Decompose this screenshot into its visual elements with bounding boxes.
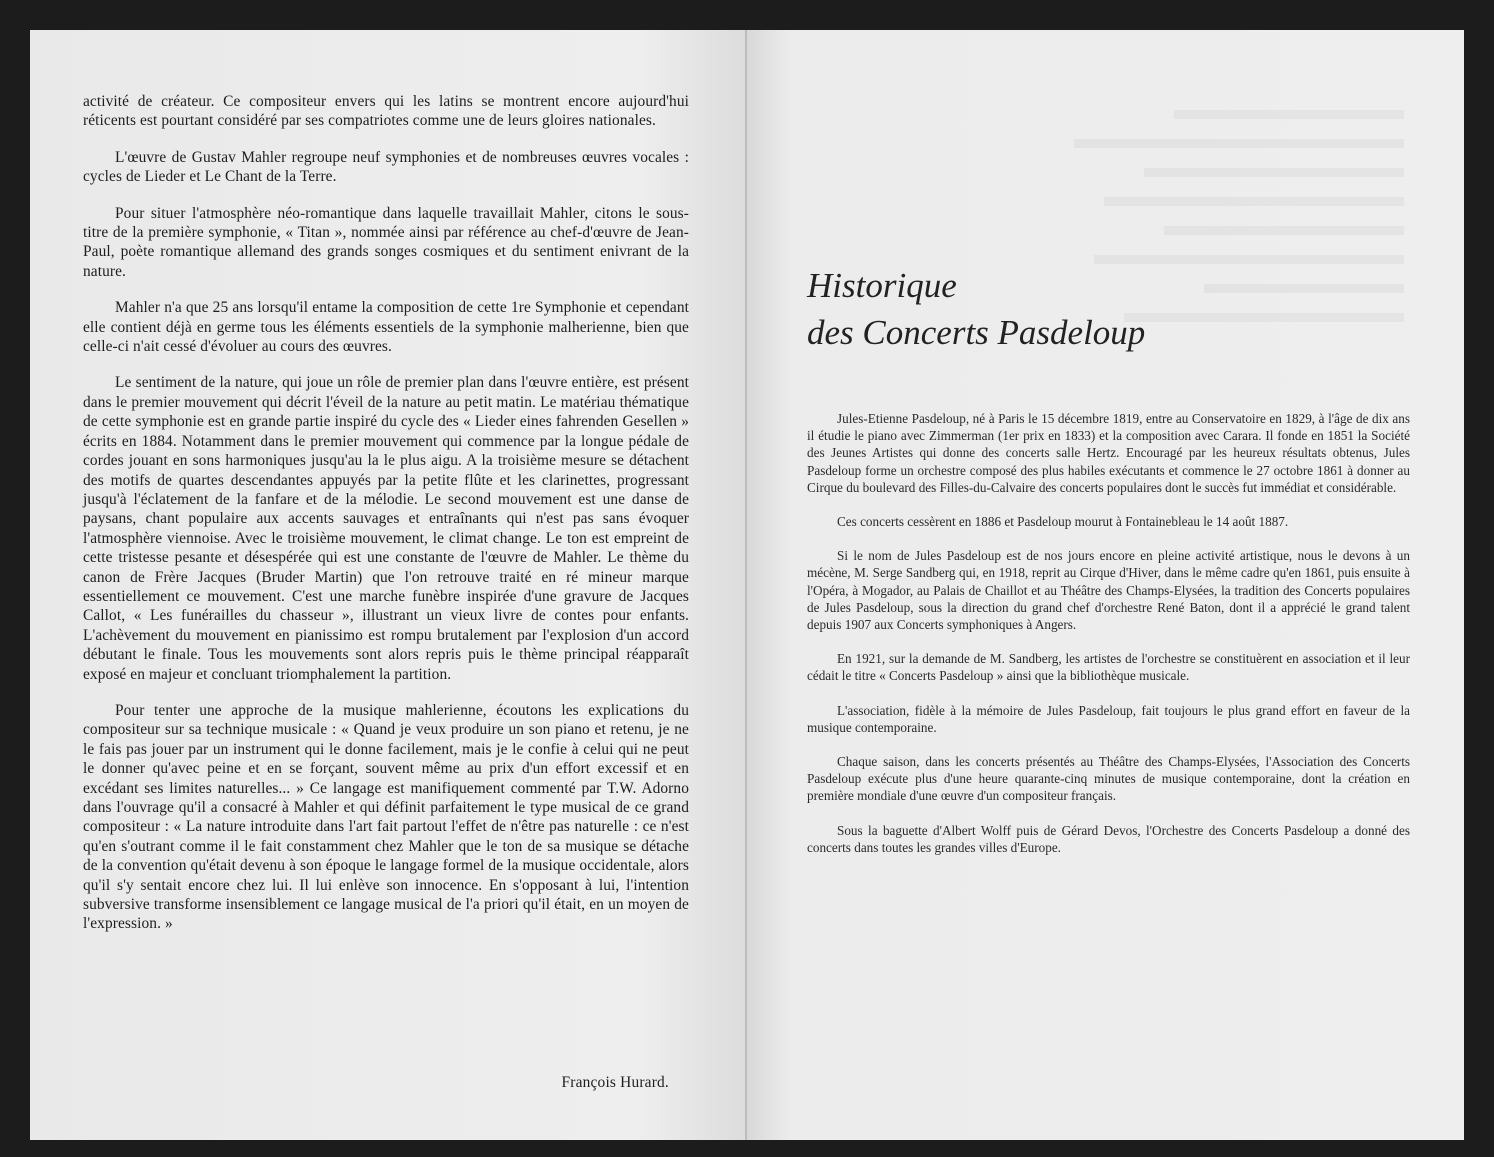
- left-paragraph: Pour tenter une approche de la musique mahlerienne, écoutons les explications du compositeur sur sa technique musicale : « Quand je veux produire un son piano et retenu, je ne le fais pas jouer par un instrument qui le donne facilement, mais je le confie à celui qui ne peut le donner qu'avec peine et en se forçant, souvent même au prix d'un effort excessif et en excédant ses limites naturelles... » Ce langage est manifiquement commenté par T.W. Adorno dans l'ouvrage qu'il a consacré à Mahler et qui définit parfaitement le type musical de ce grand compositeur : « La nature introduite dans l'art fait partout l'effet de n'être pas naturelle : ce n'est qu'en s'outrant comme il le fait constamment chez Mahler que le ton de sa musique se détache de la convention qu'était devenu à son époque le langage formel de la musique occidentale, alors qu'il s'y sentait encore chez lui. Il lui enlève son innocence. En s'opposant à lui, l'intention subversive transforme insensiblement ce langage musical de l'a priori qu'il était, en un moyen de l'expression. »: [83, 701, 689, 933]
- right-paragraph: L'association, fidèle à la mémoire de Jules Pasdeloup, fait toujours le plus grand effort en faveur de la musique contemporaine.: [807, 702, 1410, 735]
- left-paragraph: Pour situer l'atmosphère néo-romantique dans laquelle travaillait Mahler, citons le sous-titre de la première symphonie, « Titan », nommée ainsi par référence au chef-d'œuvre de Jean-Paul, poète romantique allemand des grands songes cosmiques et du sentiment enivrant de la nature.: [83, 204, 689, 280]
- right-paragraph: Chaque saison, dans les concerts présentés au Théâtre des Champs-Elysées, l'Association des Concerts Pasdeloup exécute plus d'une heure quarante-cinq minutes de musique contemporaine, dont la création en première mondiale d'une œuvre d'un compositeur français.: [807, 754, 1410, 804]
- author-signature: François Hurard.: [561, 1074, 669, 1091]
- right-paragraph: En 1921, sur la demande de M. Sandberg, les artistes de l'orchestre se constituèrent en association et il leur cédait le titre « Concerts Pasdeloup » ainsi que la bibliothèque musicale.: [807, 651, 1410, 684]
- title-line-1: Historique: [807, 266, 957, 305]
- right-page: [747, 30, 1464, 1140]
- page-title: [807, 262, 1145, 356]
- left-page-text: [83, 92, 689, 951]
- left-paragraph: Le sentiment de la nature, qui joue un rôle de premier plan dans l'œuvre entière, est présent dans le premier mouvement qui décrit l'éveil de la nature au petit matin. Le matériau thématique de cette symphonie est en grande partie inspiré du cycle des « Lieder eines fahrenden Gesellen » écrits en 1884. Notamment dans le premier mouvement qui commence par la longue pédale de cordes jouant en sons harmoniques jusqu'au la le plus aigu. A la troisième mesure se détachent des motifs de quartes descendantes appuyés par la petite flûte et les clarinettes, progressant jusqu'à l'éclatement de la fanfare et de la mélodie. Le second mouvement est une danse de paysans, chant populaire aux accents sauvages et entraînants qui n'est pas sans évoquer l'atmosphère viennoise. Avec le troisième mouvement, le climat change. Le ton est empreint de cette tristesse pesante et désespérée qui est une constante de l'œuvre de Mahler. Le thème du canon de Frère Jacques (Bruder Martin) que l'on retrouve traité en ré mineur marque essentiellement ce mouvement. C'est une marche funèbre inspirée d'une gravure de Jacques Callot, « Les funérailles du chasseur », illustrant un vieux livre de contes pour enfants. L'achèvement du mouvement en pianissimo est rompu brutalement par l'explosion d'un accord débutant le finale. Tous les mouvements sont alors repris puis le thème principal réapparaît exposé en majeur et concluant triomphalement la partition.: [83, 374, 689, 683]
- left-paragraph: L'œuvre de Gustav Mahler regroupe neuf symphonies et de nombreuses œuvres vocales : cycles de Lieder et Le Chant de la Terre.: [83, 148, 689, 186]
- right-paragraph: Si le nom de Jules Pasdeloup est de nos jours encore en pleine activité artistique, nous le devons à un mécène, M. Serge Sandberg qui, en 1918, reprit au Cirque d'Hiver, dans le même cadre qu'en 1861, puis ensuite à l'Opéra, à Mogador, au Palais de Chaillot et au Théâtre des Champs-Elysées, la tradition des Concerts populaires de Jules Pasdeloup, sous la direction du grand chef d'orchestre René Baton, dont il a apprécié le grand talent depuis 1907 aux Concerts symphoniques à Angers.: [807, 548, 1410, 633]
- right-paragraph: Ces concerts cessèrent en 1886 et Pasdeloup mourut à Fontainebleau le 14 août 1887.: [837, 514, 1289, 530]
- right-paragraph: Sous la baguette d'Albert Wolff puis de Gérard Devos, l'Orchestre des Concerts Pasdeloup a donné des concerts dans toutes les grandes villes d'Europe.: [807, 822, 1410, 855]
- left-paragraph: activité de créateur. Ce compositeur envers qui les latins se montrent encore aujourd'hui réticents est pourtant considéré par ses compatriotes comme une de leurs gloires nationales.: [83, 93, 689, 130]
- title-line-2: des Concerts Pasdeloup: [807, 313, 1146, 352]
- right-paragraph: Jules-Etienne Pasdeloup, né à Paris le 15 décembre 1819, entre au Conservatoire en 1829, à l'âge de dix ans il étudie le piano avec Zimmerman (1er prix en 1833) et la composition avec Carara. Il fonde en 1851 la Société des Jeunes Artistes qui donne des concerts salle Hertz. Encouragé par les heureux résultats obtenus, Jules Pasdeloup forme un orchestre composé des plus habiles exécutants et commence le 27 octobre 1861 à donner au Cirque du boulevard des Filles-du-Calvaire des concerts populaires dont le succès fut immédiat et considérable.: [807, 411, 1410, 495]
- left-page: [30, 30, 747, 1140]
- left-paragraph: Mahler n'a que 25 ans lorsqu'il entame la composition de cette 1re Symphonie et cependant elle contient déjà en germe tous les éléments essentiels de la symphonie malherienne, bien que celle-ci n'ait cessé d'évoluer au cours des œuvres.: [83, 299, 689, 356]
- right-page-text: [807, 410, 1410, 873]
